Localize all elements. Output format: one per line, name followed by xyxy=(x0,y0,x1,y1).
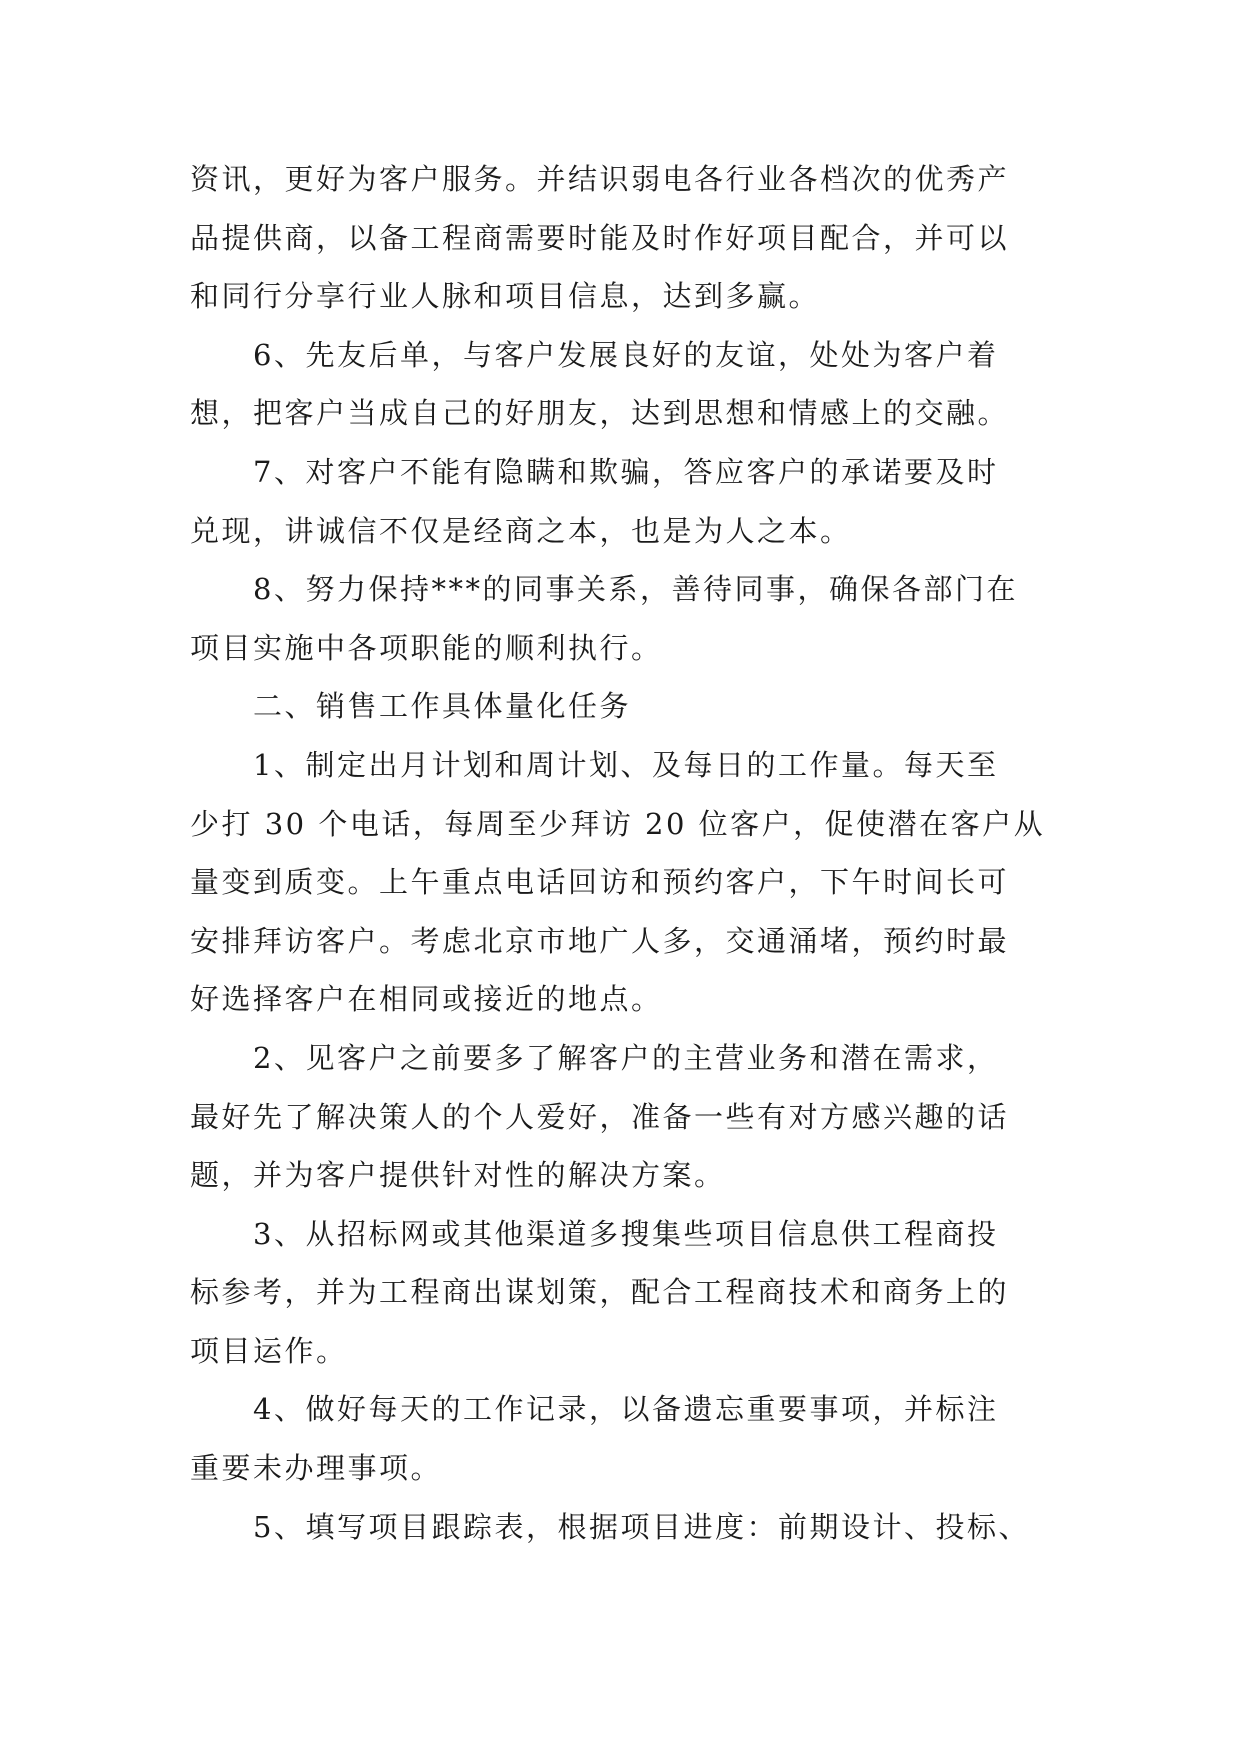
text-line: 二、销售工作具体量化任务 xyxy=(253,689,632,724)
text-line: 资讯，更好为客户服务。并结识弱电各行业各档次的优秀产 xyxy=(190,162,1010,196)
document-body xyxy=(190,150,1050,1556)
text-line: 7、对客户不能有隐瞒和欺骗，答应客户的承诺要及时 xyxy=(253,454,999,489)
text-line: 安排拜访客户。考虑北京市地广人多，交通涌堵，预约时最 xyxy=(190,923,1010,958)
text-line: 6、先友后单，与客户发展良好的友谊，处处为客户着 xyxy=(253,337,999,372)
text-line: 重要未办理事项。 xyxy=(190,1451,443,1486)
text-line: 5、填写项目跟踪表，根据项目进度：前期设计、投标、 xyxy=(253,1509,1030,1544)
text-line: 1、制定出月计划和周计划、及每日的工作量。每天至 xyxy=(253,747,999,782)
text-line: 品提供商，以备工程商需要时能及时作好项目配合，并可以 xyxy=(190,220,1010,255)
text-line: 2、见客户之前要多了解客户的主营业务和潜在需求， xyxy=(253,1040,999,1075)
text-line: 题，并为客户提供针对性的解决方案。 xyxy=(190,1158,726,1193)
text-line: 8、努力保持***的同事关系，善待同事，确保各部门在 xyxy=(253,572,1018,607)
text-line: 少打 30 个电话，每周至少拜访 20 位客户，促使潜在客户从 xyxy=(190,806,1046,841)
text-line: 想，把客户当成自己的好朋友，达到思想和情感上的交融。 xyxy=(190,396,1010,431)
text-line: 量变到质变。上午重点电话回访和预约客户，下午时间长可 xyxy=(190,865,1010,900)
text-line: 项目运作。 xyxy=(190,1333,348,1368)
text-line: 项目实施中各项职能的顺利执行。 xyxy=(190,630,663,665)
text-line: 兑现，讲诚信不仅是经商之本，也是为人之本。 xyxy=(190,513,852,548)
text-line: 和同行分享行业人脉和项目信息，达到多赢。 xyxy=(190,279,821,314)
text-line: 好选择客户在相同或接近的地点。 xyxy=(190,982,663,1017)
text-line: 最好先了解决策人的个人爱好，准备一些有对方感兴趣的话 xyxy=(190,1099,1010,1134)
text-line: 标参考，并为工程商出谋划策，配合工程商技术和商务上的 xyxy=(190,1275,1010,1310)
text-line: 3、从招标网或其他渠道多搜集些项目信息供工程商投 xyxy=(253,1216,999,1251)
text-line: 4、做好每天的工作记录，以备遗忘重要事项，并标注 xyxy=(253,1392,999,1427)
